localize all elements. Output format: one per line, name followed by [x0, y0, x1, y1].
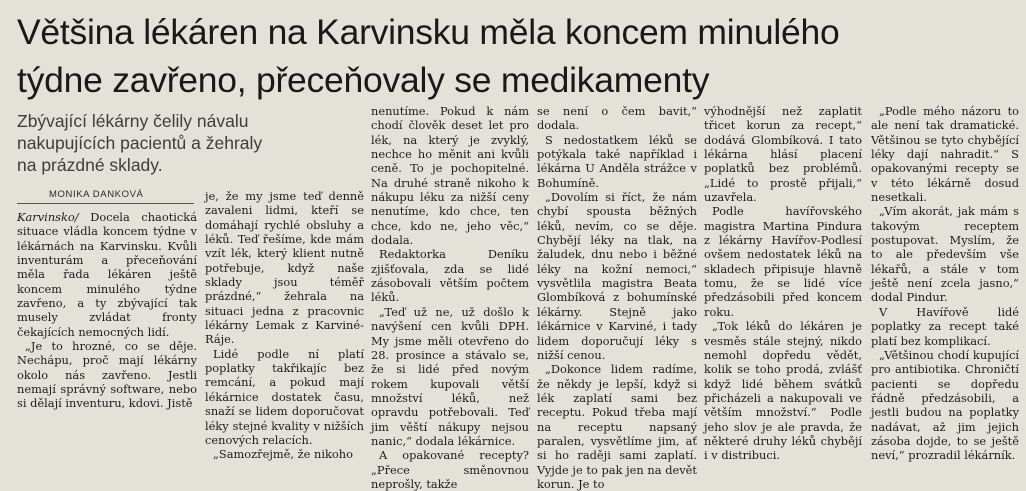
article-column-2 [205, 189, 364, 462]
paragraph: A opakované recepty? „Přece směnovnou neprošly, takže [371, 448, 529, 491]
article-column-5 [704, 104, 862, 463]
headline-line-2: týdne zavřeno, přeceňovaly se medikamenty [17, 60, 710, 100]
paragraph: „Samozřejmě, že nikoho [213, 447, 353, 462]
lead-paragraph [17, 210, 197, 339]
article-column-6 [871, 104, 1019, 463]
paragraph: nenutíme. Pokud k nám chodí člověk deset let pro lék, na který je zvyklý, nechce ho měnit ani kvůli ceně. To je pochopitelné. Na druhé straně nikoho k nákupu léku za nižší ceny nenutíme, kdo chce, ten chce, kdo ne, jeho věc,“ dodala. [371, 104, 529, 248]
paragraph: Podle havířovského magistra Martina Pindura z lékárny Havířov-Podlesí ovšem nedostatek léků na skladech připisuje hlavně tomu, že se lidé více předzásobili před koncem roku. [704, 204, 862, 319]
paragraph: „Teď už ne, už došlo k navýšení cen kvůli DPH. My jsme měli otevřeno do 28. prosince a stávalo se, že si lidé před novým rokem kupovali větší množství léků, než opravdu potřebovali. Teď jim věští nákupy nejsou nanic,“ dodala lékárnice. [371, 304, 529, 448]
dateline: Karvinsko/ [17, 210, 79, 224]
paragraph: je, že my jsme teď denně zavaleni lidmi, kteří se domáhají rychlé obsluhy a léků. Teď řešíme, kde mám vzít lék, který klient nutně potřebuje, když naše sklady jsou téměř prázdné,“ žehrala na situaci jedna z pracovnic lékárny Lemak z Karviné-Ráje. [205, 189, 364, 347]
lead-text: Docela chaotická situace vládla koncem týdne v lékárnách na Karvinsku. Kvůli inventurám a přeceňování měla řada lékáren ještě koncem minulého týdne zavřeno, a ty zbývající tak musely zvládat fronty čekajících nemocných lidí. [17, 210, 197, 339]
deck-line-2: nakupujících pacientů a žehraly [17, 133, 263, 153]
article-column-1 [17, 210, 197, 411]
headline [17, 8, 1021, 104]
paragraph: V Havířově lidé poplatky za recept také platí bez komplikací. [871, 304, 1019, 348]
byline: MONIKA DANKOVÁ [49, 189, 144, 200]
paragraph: výhodnější než zaplatit třicet korun za recept,“ dodává Glombíková. I tato lékárna hlásí placení poplatků bez problémů. „Lidé to prostě přijali,“ uzavřela. [704, 104, 862, 205]
paragraph: „Podle mého názoru to ale není tak dramatické. Většinou se tyto chybějící léky dají nahradit.“ S opakovanými recepty se v této lékárně dosud nesetkali. [871, 104, 1019, 205]
paragraph: „Je to hrozné, co se děje. Nechápu, proč mají lékárny okolo nás zavřeno. Jestli nemají správný software, nebo si dělají inventuru, kdovi. Jistě [17, 339, 197, 411]
deck-line-1: Zbývající lékárny čelily návalu [17, 111, 249, 131]
article-column-3 [371, 104, 529, 491]
paragraph: Lidé podle ní platí poplatky takřikajíc bez remcání, a pokud mají lékárnice dostatek času, snaží se lidem doporučovat léky stejné kvality v nižších cenových relacích. [205, 346, 364, 447]
paragraph: „Většinou chodí kupující pro antibiotika. Chroničtí pacienti se dopředu řádně předzásobili, a jestli budou na poplatky nadávat, až jim jejich zásoba dojde, to se ještě neví,“ prozradil lékárník. [871, 347, 1019, 463]
deck [17, 110, 263, 176]
article-column-4 [537, 104, 697, 491]
paragraph: „Dovolím si říct, že nám chybí spousta běžných léků, nevím, co se děje. Chybějí léky na tlak, na žaludek, dnu nebo i běžné léky na kožní nemoci,“ vysvětlila magistra Beata Glombíková z bohumínské lékárny. Stejně jako lékárnice v Karviné, i tady lidem doporučují léky s nižší cenou. [537, 190, 697, 362]
paragraph: Redaktorka Deníku zjišťovala, zda se lidé zásobovali větším počtem léků. [371, 247, 529, 305]
paragraph: „Dokonce lidem radíme, že někdy je lepší, když si lék zaplatí sami bez receptu. Pokud třeba mají na receptu napsaný paralen, vysvětlíme jim, ať si ho raději sami zaplatí. Vyjde je to pak jen na devět korun. Je to [537, 362, 697, 491]
paragraph: se není o čem bavit,“ dodala. [537, 104, 697, 133]
byline-rule [17, 203, 194, 204]
headline-line-1: Většina lékáren na Karvinsku měla koncem minulého [17, 12, 840, 52]
deck-line-3: na prázdné sklady. [17, 155, 163, 175]
paragraph: „Tok léků do lékáren je vesměs stále stejný, nikdo nemohl dopředu vědět, kolik se toho prodá, zvlášť když lidé během svátků přicházeli a nakupovali ve větším množství.“ Podle jeho slov je ale pravda, že některé druhy léků chybějí i v distribuci. [704, 319, 862, 463]
paragraph: „Vím akorát, jak mám s takovým receptem postupovat. Myslím, že to ale především vše lékařů, a stále v tom ještě není zcela jasno,“ dodal Pindur. [871, 204, 1019, 305]
paragraph: S nedostatkem léků se potýkala také například i lékárna U Anděla strážce v Bohumíně. [537, 132, 697, 190]
